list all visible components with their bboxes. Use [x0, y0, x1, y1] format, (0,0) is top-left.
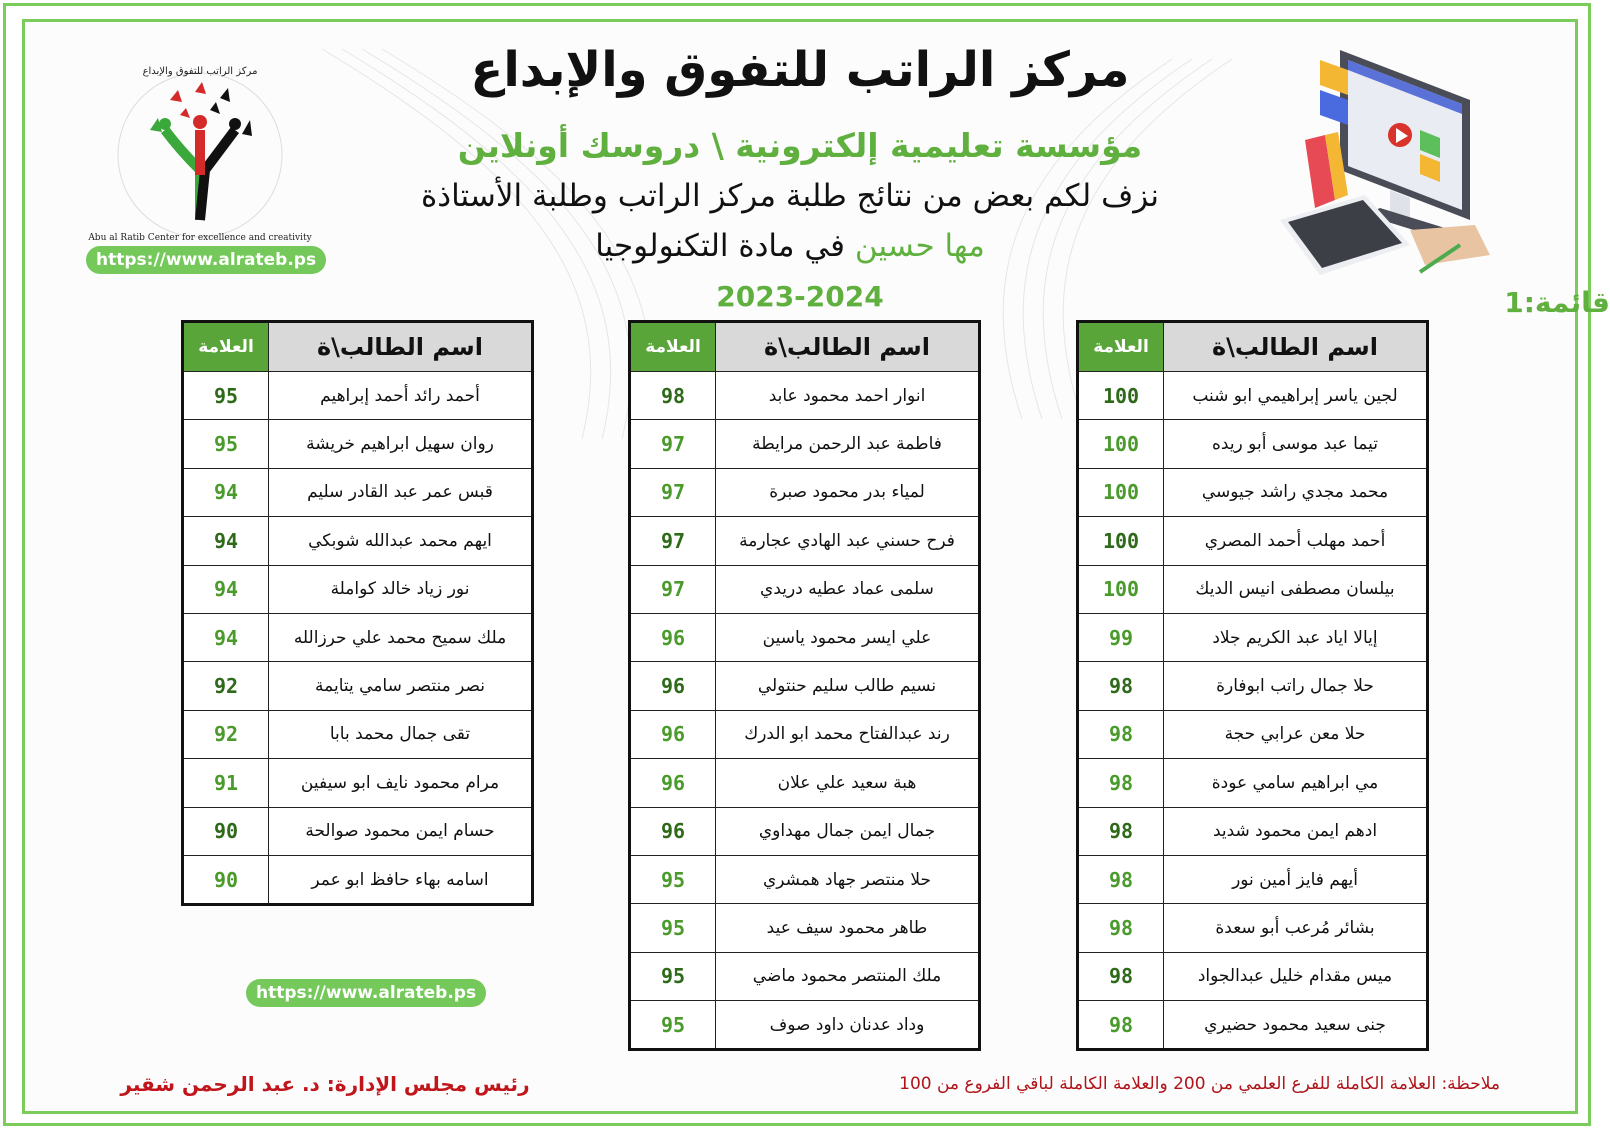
table-row	[630, 565, 980, 613]
student-name: أيهم فايز أمين نور	[1164, 855, 1428, 903]
student-name: ادهم ايمن محمود شديد	[1164, 807, 1428, 855]
student-mark: 99	[1078, 613, 1164, 661]
student-mark: 95	[183, 420, 269, 468]
student-mark: 94	[183, 613, 269, 661]
table-row	[630, 613, 980, 661]
student-mark: 96	[630, 759, 716, 807]
student-name: مي ابراهيم سامي عودة	[1164, 759, 1428, 807]
footnote: ملاحظة: العلامة الكاملة للفرع العلمي من 200 والعلامة الكاملة لباقي الفروع من 100	[899, 1074, 1500, 1094]
student-mark: 96	[630, 662, 716, 710]
student-name: حسام ايمن محمود صوالحة	[269, 807, 533, 855]
student-name: فرح حسني عبد الهادي عجارمة	[716, 517, 980, 565]
student-mark: 98	[1078, 662, 1164, 710]
student-mark: 98	[630, 372, 716, 420]
table-row	[183, 662, 533, 710]
column-header-mark: العلامة	[1078, 322, 1164, 372]
student-name: أحمد رائد أحمد إبراهيم	[269, 372, 533, 420]
logo-english-text: Abu al Ratib Center for excellence and creativity	[88, 233, 312, 243]
computer-illustration	[1260, 40, 1500, 280]
student-mark: 96	[630, 807, 716, 855]
table-row	[183, 517, 533, 565]
student-mark: 95	[630, 904, 716, 952]
student-name: جنى سعيد محمود حضيري	[1164, 1001, 1428, 1050]
table-row	[1078, 613, 1428, 661]
student-mark: 100	[1078, 468, 1164, 516]
table-row	[183, 855, 533, 904]
student-name: نور زياد خالد كواملة	[269, 565, 533, 613]
table-row	[183, 468, 533, 516]
table-row	[1078, 662, 1428, 710]
column-header-mark: العلامة	[630, 322, 716, 372]
student-name: حلا جمال راتب ابوفارة	[1164, 662, 1428, 710]
student-name: روان سهيل ابراهيم خريشة	[269, 420, 533, 468]
table-row	[183, 759, 533, 807]
student-name: وداد عدنان داود صوف	[716, 1001, 980, 1050]
student-name: حلا منتصر جهاد همشري	[716, 855, 980, 903]
table-row	[1078, 710, 1428, 758]
student-mark: 100	[1078, 420, 1164, 468]
student-name: ميس مقدام خليل عبدالجواد	[1164, 952, 1428, 1000]
table-row	[183, 807, 533, 855]
table-row	[630, 662, 980, 710]
column-header-student-name: اسم الطالب\ة	[1164, 322, 1428, 372]
student-name: تقى جمال محمد بابا	[269, 710, 533, 758]
student-name: نسيم طالب سليم حنتولي	[716, 662, 980, 710]
student-mark: 96	[630, 710, 716, 758]
student-name: حلا معن عرابي حجة	[1164, 710, 1428, 758]
logo-arabic-text: مركز الراتب للتفوق والإبداع	[142, 66, 258, 77]
student-name: انوار احمد محمود عابد	[716, 372, 980, 420]
student-mark: 94	[183, 468, 269, 516]
table-row	[630, 420, 980, 468]
student-name: قبس عمر عبد القادر سليم	[269, 468, 533, 516]
teacher-subject-line	[360, 228, 1220, 264]
student-name: محمد مجدي راشد جيوسي	[1164, 468, 1428, 516]
student-mark: 98	[1078, 759, 1164, 807]
student-mark: 98	[1078, 904, 1164, 952]
student-mark: 90	[183, 807, 269, 855]
column-header-student-name: اسم الطالب\ة	[269, 322, 533, 372]
table-row	[1078, 468, 1428, 516]
student-mark: 97	[630, 517, 716, 565]
student-name: طاهر محمود سيف عيد	[716, 904, 980, 952]
subject-text: في مادة التكنولوجيا	[595, 228, 845, 264]
student-name: فاطمة عبد الرحمن مرايطة	[716, 420, 980, 468]
table-row	[1078, 1001, 1428, 1050]
board-chairman: رئيس مجلس الإدارة: د. عبد الرحمن شقير	[120, 1072, 530, 1096]
results-table-1	[1076, 320, 1429, 1051]
student-name: هبة سعيد علي علان	[716, 759, 980, 807]
table-row	[630, 807, 980, 855]
table-row	[630, 517, 980, 565]
student-mark: 90	[183, 855, 269, 904]
table-row	[1078, 372, 1428, 420]
student-mark: 100	[1078, 517, 1164, 565]
results-table-3	[181, 320, 534, 906]
student-name: بيلسان مصطفى انيس الديك	[1164, 565, 1428, 613]
student-mark: 95	[183, 372, 269, 420]
table-row	[183, 420, 533, 468]
student-mark: 95	[630, 855, 716, 903]
table-row	[183, 710, 533, 758]
table-row	[630, 710, 980, 758]
table-row	[1078, 952, 1428, 1000]
page-title: مركز الراتب للتفوق والإبداع	[470, 42, 1130, 98]
student-name: جمال ايمن جمال مهداوي	[716, 807, 980, 855]
table-row	[630, 904, 980, 952]
student-mark: 100	[1078, 372, 1164, 420]
table-row	[630, 855, 980, 903]
student-mark: 98	[1078, 807, 1164, 855]
table-row	[183, 372, 533, 420]
column-header-mark: العلامة	[183, 322, 269, 372]
student-mark: 94	[183, 517, 269, 565]
student-mark: 95	[630, 952, 716, 1000]
student-mark: 98	[1078, 1001, 1164, 1050]
table-row	[1078, 855, 1428, 903]
student-name: اسامه بهاء حافظ ابو عمر	[269, 855, 533, 904]
student-mark: 98	[1078, 952, 1164, 1000]
table-row	[630, 1001, 980, 1050]
student-name: بشائر مُرعب أبو سعدة	[1164, 904, 1428, 952]
student-name: ايهم محمد عبدالله شوبكي	[269, 517, 533, 565]
student-mark: 98	[1078, 710, 1164, 758]
table-row	[1078, 904, 1428, 952]
table-row	[1078, 517, 1428, 565]
student-mark: 95	[630, 1001, 716, 1050]
student-mark: 97	[630, 565, 716, 613]
intro-text: نزف لكم بعض من نتائج طلبة مركز الراتب وطلبة الأستاذة	[421, 178, 1159, 214]
student-name: سلمى عماد عطيه دريدي	[716, 565, 980, 613]
student-name: ملك سميح محمد علي حرزالله	[269, 613, 533, 661]
table-row	[1078, 807, 1428, 855]
table-row	[630, 468, 980, 516]
student-name: إيالا اياد عبد الكريم جلاد	[1164, 613, 1428, 661]
table-row	[630, 372, 980, 420]
logo-tree-green	[165, 130, 200, 220]
student-mark: 97	[630, 468, 716, 516]
student-name: تيما عبد موسى أبو ريده	[1164, 420, 1428, 468]
website-link-top[interactable]: https://www.alrateb.ps	[86, 246, 326, 274]
table-row	[630, 952, 980, 1000]
student-mark: 98	[1078, 855, 1164, 903]
student-mark: 92	[183, 662, 269, 710]
student-name: نصر منتصر سامي يتايمة	[269, 662, 533, 710]
student-mark: 100	[1078, 565, 1164, 613]
table-row	[630, 759, 980, 807]
center-logo	[88, 60, 312, 250]
logo-tree-black	[200, 130, 235, 220]
student-name: لمياء بدر محمود صبرة	[716, 468, 980, 516]
academic-year: 2023-2024	[716, 280, 884, 313]
website-link-bottom[interactable]: https://www.alrateb.ps	[246, 979, 486, 1007]
student-mark: 97	[630, 420, 716, 468]
student-mark: 94	[183, 565, 269, 613]
column-header-student-name: اسم الطالب\ة	[716, 322, 980, 372]
teacher-name: مها حسين	[854, 228, 985, 264]
student-name: لجين ياسر إبراهيمي ابو شنب	[1164, 372, 1428, 420]
student-name: ملك المنتصر محمود ماضي	[716, 952, 980, 1000]
student-mark: 91	[183, 759, 269, 807]
student-name: مرام محمود نايف ابو سيفين	[269, 759, 533, 807]
student-mark: 92	[183, 710, 269, 758]
results-table-2	[628, 320, 981, 1051]
table-row	[183, 565, 533, 613]
student-name: رند عبدالفتاح محمد ابو الدرك	[716, 710, 980, 758]
subtitle: مؤسسة تعليمية إلكترونية \ دروسك أونلاين	[457, 126, 1143, 165]
student-name: علي ايسر محمود ياسين	[716, 613, 980, 661]
table-row	[183, 613, 533, 661]
table-row	[1078, 759, 1428, 807]
table-row	[1078, 565, 1428, 613]
table-row	[1078, 420, 1428, 468]
student-mark: 96	[630, 613, 716, 661]
list-label: قائمة:1	[1504, 286, 1610, 319]
student-name: أحمد مهلب أحمد المصري	[1164, 517, 1428, 565]
